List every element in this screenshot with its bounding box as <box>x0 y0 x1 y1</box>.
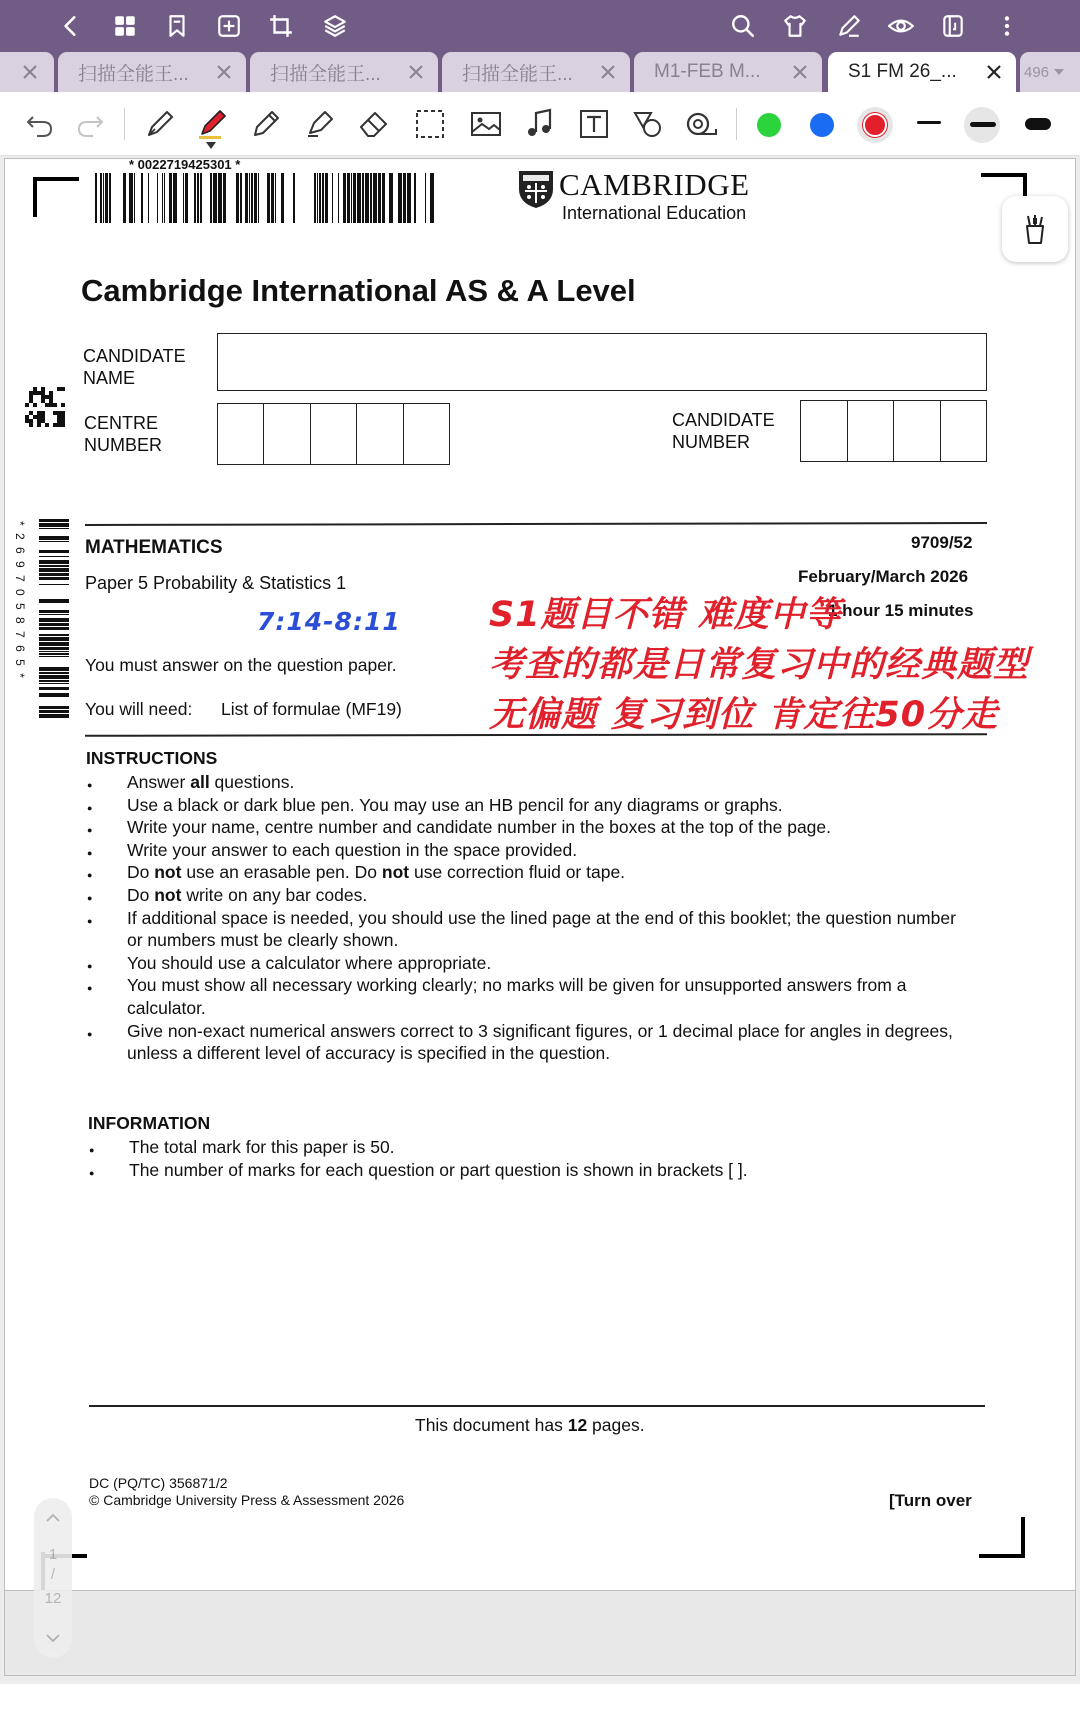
brand-name: CAMBRIDGE <box>559 167 750 202</box>
digit-cell[interactable] <box>941 401 987 461</box>
tab-scan-3[interactable] <box>442 52 630 92</box>
color-green-swatch[interactable] <box>757 113 781 137</box>
tab-label: 扫描全能王... <box>462 63 573 85</box>
qr-code-image <box>25 387 65 427</box>
tab-scan-1[interactable] <box>58 52 246 92</box>
tab-label: 扫描全能王... <box>78 63 189 85</box>
instruction-text: Do <box>127 862 155 883</box>
instruction-item <box>87 1020 967 1065</box>
eraser-icon[interactable] <box>354 104 394 144</box>
instruction-item <box>87 794 967 817</box>
digit-cell[interactable] <box>218 404 264 464</box>
page-view-icon[interactable] <box>934 7 972 45</box>
close-icon[interactable] <box>790 62 810 82</box>
instruction-text: write on any bar codes. <box>181 884 368 905</box>
candidate-name-label <box>83 345 186 389</box>
instruction-emphasis: not <box>154 862 182 883</box>
stroke-thick[interactable] <box>1025 118 1051 130</box>
instruction-text: use an erasable pen. Do <box>181 862 382 883</box>
text-box-icon[interactable] <box>574 104 614 144</box>
total-pages: 12 <box>44 1590 62 1607</box>
color-red-swatch[interactable] <box>863 113 887 137</box>
top-toolbar <box>0 0 1080 52</box>
page-count-text <box>415 1415 645 1436</box>
tab-label: M1-FEB M... <box>654 61 761 82</box>
vertical-code: * 2 6 9 7 0 5 8 7 6 5 * <box>13 521 27 680</box>
redo-icon[interactable] <box>70 104 110 144</box>
label-line: CENTRE <box>84 413 159 433</box>
will-need-label: You will need: <box>85 699 193 719</box>
grid-icon[interactable] <box>106 7 144 45</box>
crop-mark <box>33 177 37 217</box>
layers-icon[interactable] <box>316 7 354 45</box>
crop-mark <box>33 177 79 181</box>
more-icon[interactable] <box>988 7 1026 45</box>
toolbar-divider <box>736 108 737 140</box>
paper-code: 9709/52 <box>911 533 973 552</box>
candidate-number-label <box>672 409 775 453</box>
stroke-medium[interactable] <box>970 122 996 127</box>
brand-subtitle: International Education <box>562 203 747 223</box>
edit-pen-icon[interactable] <box>830 7 868 45</box>
separator <box>85 522 987 525</box>
page-indicator[interactable] <box>34 1498 72 1658</box>
page-count-suffix: pages. <box>587 1415 645 1435</box>
instruction-item <box>87 861 967 884</box>
page-gap <box>4 1591 1076 1676</box>
tab-count: 496 <box>1024 63 1050 81</box>
bookmark-icon[interactable] <box>158 7 196 45</box>
caret-down-icon <box>1053 66 1065 78</box>
tab-label: S1 FM 26_... <box>848 61 957 82</box>
crop-icon[interactable] <box>262 7 300 45</box>
copyright: © Cambridge University Press & Assessment 2026 <box>89 1492 405 1508</box>
tab-scan-2[interactable] <box>250 52 438 92</box>
instruction-text: Write your name, centre number and candidate number in the boxes at the top of the page. <box>127 817 831 838</box>
tab-count-menu[interactable] <box>1020 52 1080 92</box>
eye-icon[interactable] <box>882 7 920 45</box>
instruction-text: Give non-exact numerical answers correct to 3 significant figures, or 1 decimal place for angles in degrees, unless a different level of accuracy is specified in the question. <box>127 1020 953 1064</box>
lasso-select-icon[interactable] <box>410 104 450 144</box>
information-heading: INFORMATION <box>88 1113 211 1133</box>
page-separator: / <box>50 1566 56 1583</box>
tape-icon[interactable] <box>682 104 722 144</box>
label-line: NAME <box>83 368 136 388</box>
instruction-emphasis: all <box>190 772 210 792</box>
answer-instruction: You must answer on the question paper. <box>85 655 397 675</box>
page-count-prefix: This document has <box>415 1415 568 1435</box>
document-page[interactable] <box>4 158 1076 1591</box>
information-item: ● The number of marks for each question or part question is shown in brackets [ ]. <box>89 1159 969 1182</box>
close-icon[interactable] <box>598 62 618 82</box>
footer-separator <box>89 1405 985 1407</box>
instruction-item <box>87 771 967 794</box>
instruction-text: Use a black or dark blue pen. You may use an HB pencil for any diagrams or graphs. <box>127 794 783 815</box>
back-icon[interactable] <box>52 7 90 45</box>
crop-mark <box>979 1554 1025 1558</box>
label-line: CANDIDATE <box>672 410 775 430</box>
instruction-item <box>87 816 967 839</box>
tab-label: 扫描全能王... <box>270 63 381 85</box>
label-line: CANDIDATE <box>83 346 186 366</box>
digit-cell[interactable] <box>848 401 895 461</box>
tab-m1-feb[interactable] <box>634 52 822 92</box>
color-blue-swatch[interactable] <box>810 113 834 137</box>
handwritten-note-line-3: 无偏题 复习到位 肯定往50分走 <box>489 695 999 735</box>
close-icon[interactable] <box>214 62 234 82</box>
close-icon[interactable] <box>984 62 1004 82</box>
instruction-item <box>87 907 967 952</box>
marker-pen-icon[interactable] <box>193 104 233 144</box>
shapes-icon[interactable] <box>628 104 668 144</box>
undo-icon[interactable] <box>20 104 60 144</box>
pen-toolbar <box>0 92 1080 156</box>
tab-strip <box>0 52 1080 92</box>
serial-number: * 0022719425301 * <box>129 158 241 172</box>
pen-cup-icon <box>1018 212 1052 246</box>
exam-session: February/March 2026 <box>798 567 969 586</box>
instruction-emphasis: not <box>154 884 182 905</box>
close-icon[interactable] <box>20 62 40 82</box>
paper-title: Paper 5 Probability & Statistics 1 <box>85 573 347 593</box>
tshirt-icon[interactable] <box>776 7 814 45</box>
instruction-text: You should use a calculator where appropriate. <box>127 952 492 973</box>
handwritten-note-line-2: 考查的都是日常复习中的经典题型 <box>489 645 1030 685</box>
image-icon[interactable] <box>466 104 506 144</box>
qualification-title: Cambridge International AS & A Level <box>81 273 636 308</box>
close-icon[interactable] <box>406 62 426 82</box>
instruction-text: Answer <box>127 772 191 792</box>
instruction-text: If additional space is needed, you should use the lined page at the end of this booklet; the question number or numbers must be clearly shown. <box>127 907 956 951</box>
instruction-text: You must show all necessary working clearly; no marks will be given for unsupported answers from a calculator. <box>127 975 907 1018</box>
vertical-barcode-image <box>27 519 69 719</box>
instruction-item <box>87 974 967 1019</box>
instruction-text: Do <box>127 884 155 905</box>
digit-cell[interactable] <box>357 404 403 464</box>
chevron-down-icon[interactable] <box>43 1628 63 1648</box>
label-line: NUMBER <box>672 432 751 452</box>
audio-icon[interactable] <box>520 104 560 144</box>
current-page: 1 <box>48 1546 58 1563</box>
digit-cell[interactable] <box>404 404 449 464</box>
tab-s1-fm26[interactable] <box>828 52 1016 92</box>
cambridge-shield-icon <box>517 169 555 209</box>
instruction-text: use correction fluid or tape. <box>409 862 626 883</box>
add-page-icon[interactable] <box>210 7 248 45</box>
digit-cell[interactable] <box>894 401 941 461</box>
page-count-number: 12 <box>567 1415 588 1435</box>
turn-over: [Turn over <box>889 1491 972 1510</box>
instruction-item <box>87 952 967 975</box>
instruction-emphasis: not <box>381 862 410 883</box>
highlighter-icon[interactable] <box>300 104 340 144</box>
pencil-icon[interactable] <box>246 104 286 144</box>
tool-options-caret-icon <box>206 142 216 150</box>
instruction-item <box>87 884 967 907</box>
label-line: NUMBER <box>84 435 163 455</box>
handwritten-time: 7:14-8:11 <box>257 607 401 636</box>
instruction-text: questions. <box>209 772 295 792</box>
chevron-up-icon[interactable] <box>43 1508 63 1528</box>
next-page-edge <box>0 1684 1080 1728</box>
pen-holder-button[interactable] <box>1002 196 1068 262</box>
centre-number-label <box>84 412 162 456</box>
tab-partial[interactable] <box>0 52 54 92</box>
digit-cell[interactable] <box>264 404 310 464</box>
information-item: ● The total mark for this paper is 50. <box>89 1136 969 1159</box>
crop-mark <box>981 173 1027 177</box>
instructions-list <box>87 771 967 1065</box>
instruction-text: Write your answer to each question in the space provided. <box>127 839 578 860</box>
handwritten-note-line-1: S1题目不错 难度中等 <box>489 595 842 635</box>
will-need-value: List of formulae (MF19) <box>221 699 402 719</box>
fountain-pen-icon[interactable] <box>140 104 180 144</box>
centre-number-field[interactable] <box>217 403 450 465</box>
stroke-thin[interactable] <box>917 121 941 124</box>
information-list <box>89 1136 969 1181</box>
search-icon[interactable] <box>724 7 762 45</box>
candidate-name-field[interactable] <box>217 333 987 391</box>
instructions-heading: INSTRUCTIONS <box>86 748 218 768</box>
exam-duration: 1 hour 15 minutes <box>828 601 974 620</box>
crop-mark <box>1021 1517 1025 1557</box>
digit-cell[interactable] <box>311 404 357 464</box>
digit-cell[interactable] <box>801 401 848 461</box>
toolbar-divider <box>124 108 125 140</box>
instruction-item <box>87 839 967 862</box>
candidate-number-field[interactable] <box>800 400 987 462</box>
subject: MATHEMATICS <box>85 537 223 558</box>
document-code: DC (PQ/TC) 356871/2 <box>89 1475 228 1491</box>
barcode-image <box>95 173 437 223</box>
